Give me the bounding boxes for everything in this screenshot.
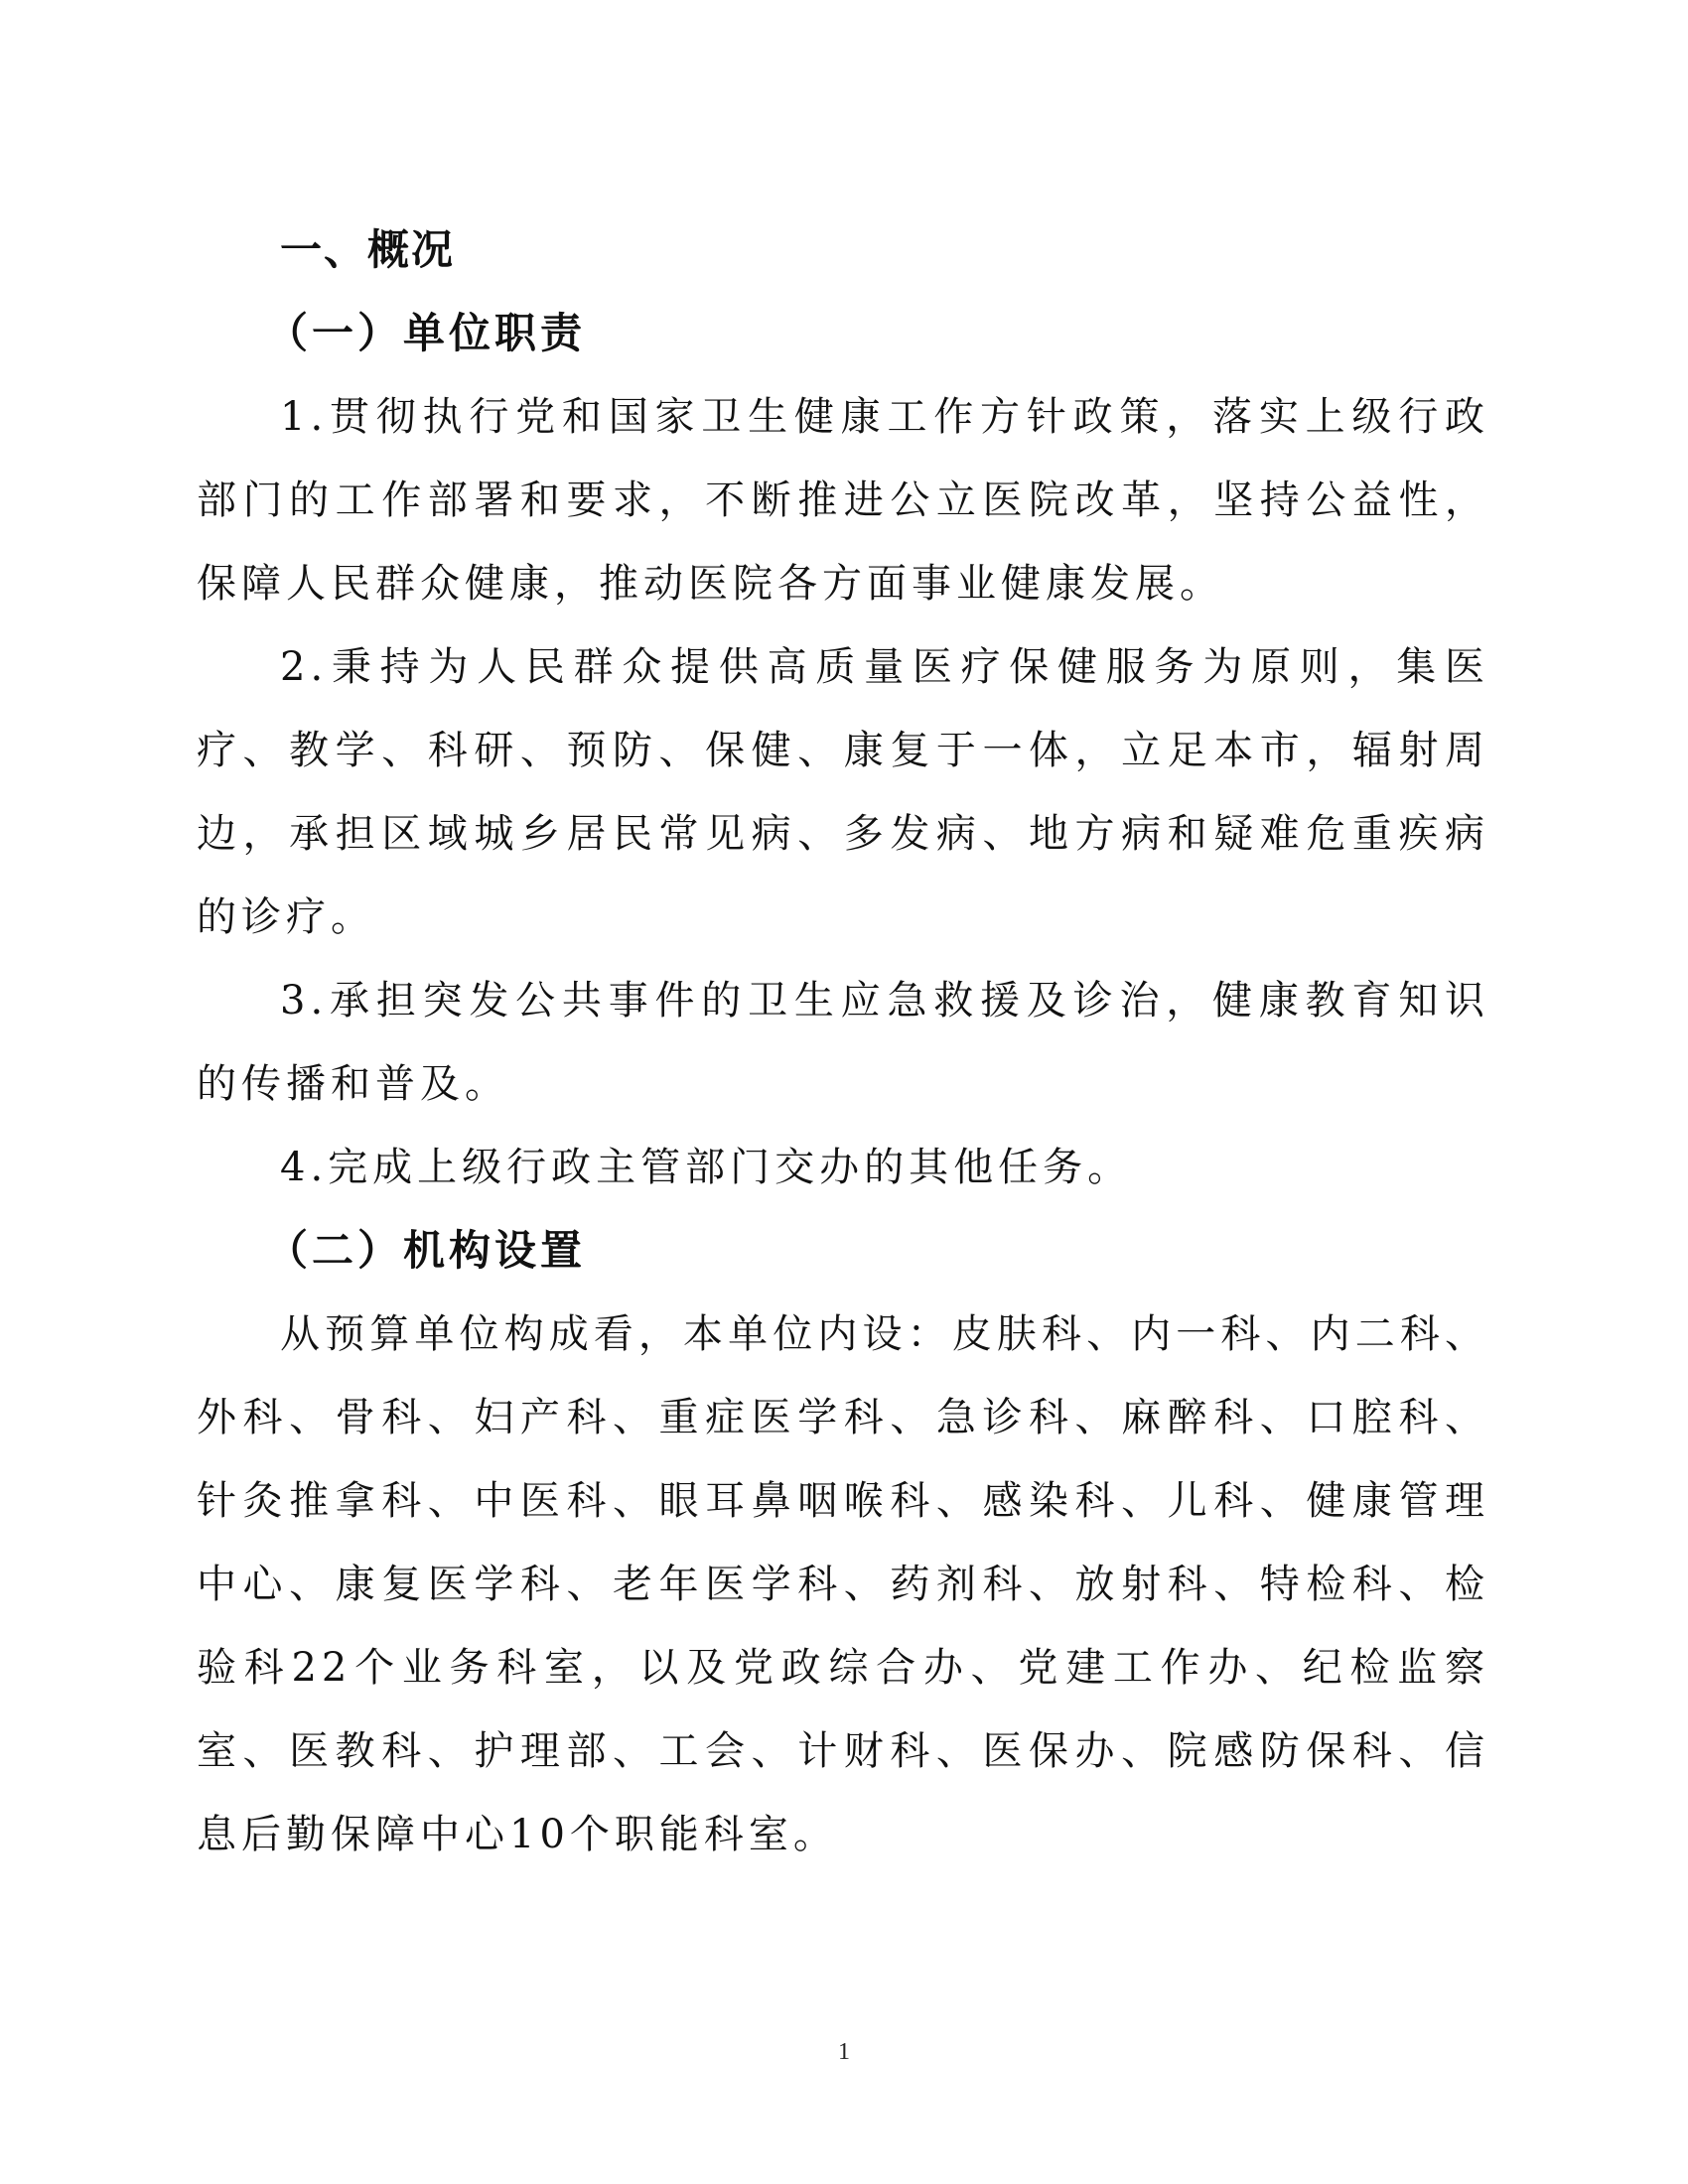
duty-item-4: 4.完成上级行政主管部门交办的其他任务。: [280, 1145, 1133, 1190]
subsection-title-organization: （二）机构设置: [266, 1226, 587, 1275]
duty-item-3: 3.承担突发公共事件的卫生应急救援及诊治，健康教育知识的传播和普及。: [197, 978, 1489, 1107]
subsection-title-duties: （一）单位职责: [266, 309, 587, 357]
duty-item-2: 2.秉持为人民群众提供高质量医疗保健服务为原则，集医疗、教学、科研、预防、保健、康复于一体，立足本市，辐射周边，承担区域城乡居民常见病、多发病、地方病和疑难危重疾病的诊疗。: [197, 644, 1489, 940]
duty-item-1: 1.贯彻执行党和国家卫生健康工作方针政策，落实上级行政部门的工作部署和要求，不断推进公立医院改革，坚持公益性，保障人民群众健康，推动医院各方面事业健康发展。: [197, 394, 1489, 607]
section-title: 一、概况: [280, 225, 456, 274]
page-number: 1: [838, 2039, 850, 2065]
organization-paragraph: 从预算单位构成看，本单位内设：皮肤科、内一科、内二科、外科、骨科、妇产科、重症医学科、急诊科、麻醉科、口腔科、针灸推拿科、中医科、眼耳鼻咽喉科、感染科、儿科、健康管理中心、康复医学科、老年医学科、药剂科、放射科、特检科、检验科22个业务科室，以及党政综合办、党建工作办、纪检监察室、医教科、护理部、工会、计财科、医保办、院感防保科、信息后勤保障中心10个职能科室。: [197, 1311, 1489, 1857]
document-page: [197, 208, 1489, 1876]
